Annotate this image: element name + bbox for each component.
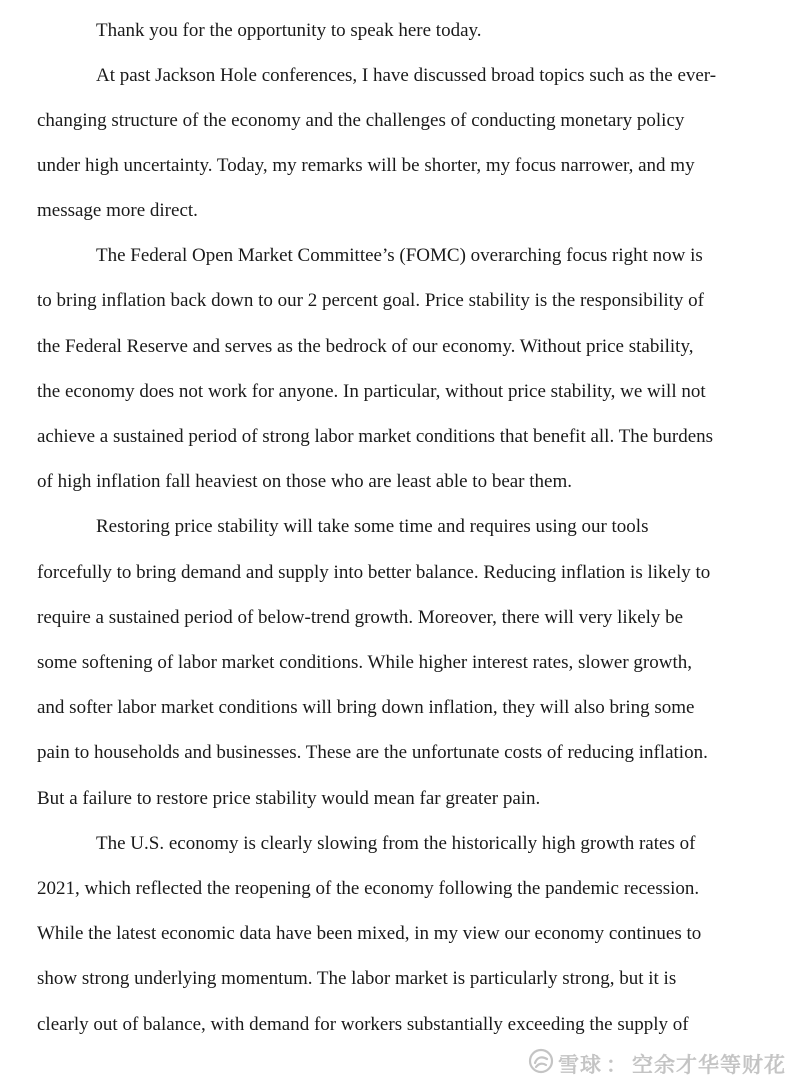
- text-line: some softening of labor market conditions. While higher interest rates, slower growth,: [37, 652, 692, 673]
- text-line: changing structure of the economy and the challenges of conducting monetary policy: [37, 110, 685, 131]
- text-line: pain to households and businesses. These are the unfortunate costs of reducing inflation.: [37, 742, 708, 763]
- watermark-separator: ：: [606, 1052, 628, 1077]
- text-line: and softer labor market conditions will bring down inflation, they will also bring some: [37, 697, 695, 718]
- watermark-brand: 雪球: [558, 1052, 602, 1077]
- text-line: While the latest economic data have been mixed, in my view our economy continues to: [37, 923, 702, 944]
- text-line: At past Jackson Hole conferences, I have discussed broad topics such as the ever-: [96, 65, 717, 86]
- text-line: Thank you for the opportunity to speak here today.: [96, 20, 482, 41]
- text-line: Restoring price stability will take some time and requires using our tools: [96, 516, 649, 537]
- text-line: achieve a sustained period of strong labor market conditions that benefit all. The burdens: [37, 426, 714, 447]
- text-line: the economy does not work for anyone. In particular, without price stability, we will not: [37, 381, 706, 402]
- text-line: the Federal Reserve and serves as the bedrock of our economy. Without price stability,: [37, 336, 694, 357]
- text-line: But a failure to restore price stability would mean far greater pain.: [37, 788, 541, 809]
- text-line: forcefully to bring demand and supply into better balance. Reducing inflation is likely to: [37, 562, 711, 583]
- text-line: require a sustained period of below-trend growth. Moreover, there will very likely be: [37, 607, 684, 628]
- text-line: The Federal Open Market Committee’s (FOMC) overarching focus right now is: [96, 245, 703, 266]
- text-line: clearly out of balance, with demand for workers substantially exceeding the supply of: [37, 1014, 689, 1035]
- snowball-logo-icon: [528, 1048, 554, 1079]
- text-line: 2021, which reflected the reopening of the economy following the pandemic recession.: [37, 878, 700, 899]
- text-line: message more direct.: [37, 200, 198, 221]
- watermark: [528, 1048, 786, 1079]
- text-line: show strong underlying momentum. The labor market is particularly strong, but it is: [37, 968, 677, 989]
- text-line: under high uncertainty. Today, my remarks will be shorter, my focus narrower, and my: [37, 155, 695, 176]
- watermark-author: 空余才华等财花: [632, 1052, 786, 1077]
- text-line: of high inflation fall heaviest on those who are least able to bear them.: [37, 471, 572, 492]
- text-line: The U.S. economy is clearly slowing from the historically high growth rates of: [96, 833, 696, 854]
- text-line: to bring inflation back down to our 2 percent goal. Price stability is the responsibility of: [37, 290, 704, 311]
